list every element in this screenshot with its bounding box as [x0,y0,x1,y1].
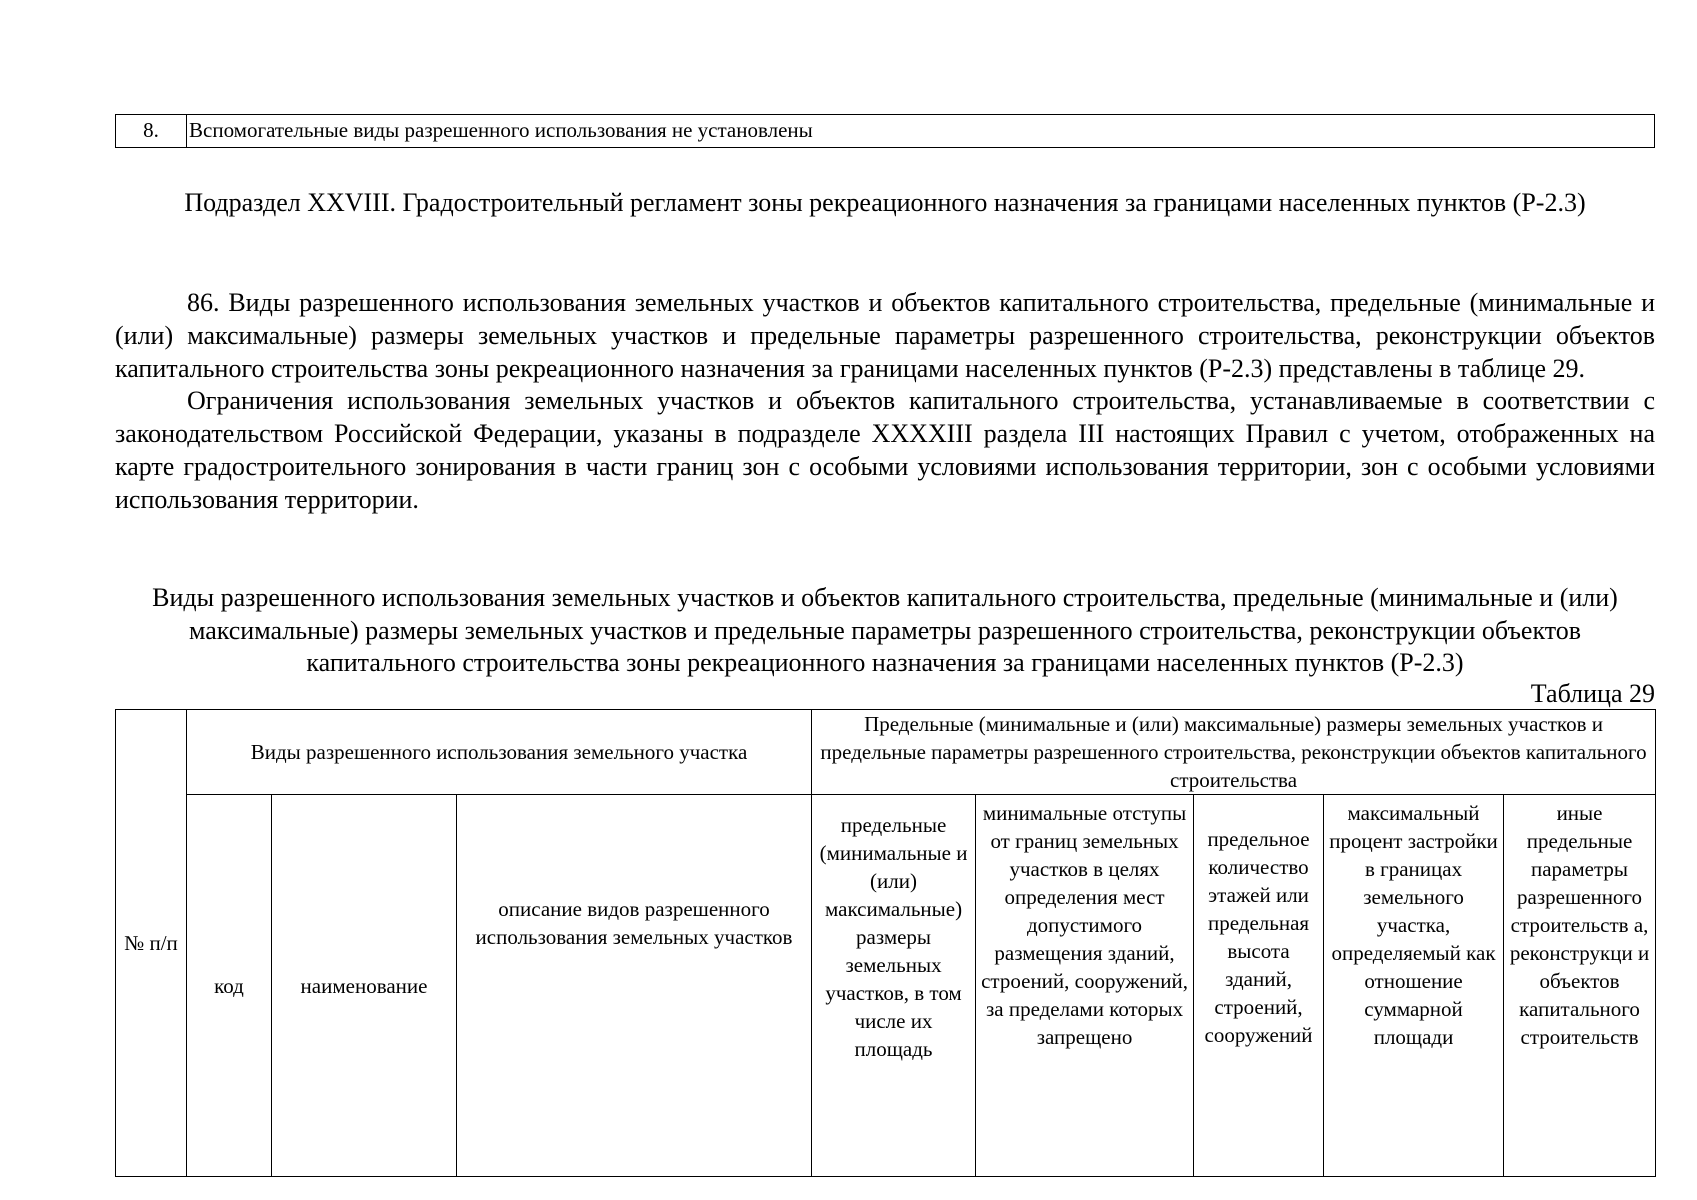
subsection-title: Подраздел XXVIII. Градостроительный регламент зоны рекреационного назначения за границами населенных пунктов (Р-2.3) [184,188,1586,217]
row-number: 8. [116,115,187,148]
header-use-group: Виды разрешенного использования земельного участка [187,710,812,795]
header-setback: минимальные отступы от границ земельных участков в целях определения мест допустимого размещения зданий, строений, сооружений, за пределами которых запрещено [976,795,1194,1177]
body-text [115,287,1655,517]
document-page [115,0,1655,1200]
table-title: Виды разрешенного использования земельных участков и объектов капитального строительства, предельные (минимальные и (или) максимальные) размеры земельных участков и предельные параметры разрешенного строительства, реконструкции объектов капитального строительства зоны рекреационного назначения за границами населенных пунктов (Р-2.3) [152,583,1618,677]
top-table [115,114,1655,148]
table-subheader-row [116,795,1656,1177]
header-other-params: иные предельные параметры разрешенного строительств а, реконструкци и объектов капитального строительств [1504,795,1656,1177]
header-plot-size: предельные (минимальные и (или) максимальные) размеры земельных участков, в том числе их площадь [812,795,976,1177]
header-limits-group: Предельные (минимальные и (или) максимальные) размеры земельных участков и предельные параметры разрешенного строительства, реконструкции объектов капитального строительства [812,710,1656,795]
header-description: описание видов разрешенного использования земельных участков [457,795,812,1177]
header-build-percent: максимальный процент застройки в границах земельного участка, определяемый как отношение суммарной площади [1324,795,1504,1177]
header-code: код [187,795,272,1177]
paragraph: 86. Виды разрешенного использования земельных участков и объектов капитального строительства, предельные (минимальные и (или) максимальные) размеры земельных участков и предельные параметры разрешенного строительства, реконструкции объектов капитального строительства зоны рекреационного назначения за границами населенных пунктов (Р-2.3) представлены в таблице 29. [115,288,1655,383]
header-name: наименование [272,795,457,1177]
row-text: Вспомогательные виды разрешенного использования не установлены [187,115,1655,148]
paragraph: Ограничения использования земельных участков и объектов капитального строительства, устанавливаемые в соответствии с законодательством Российской Федерации, указаны в подразделе XXXXIII раздела III настоящих Правил с учетом, отображенных на карте градостроительного зонирования в части границ зон с особыми условиями использования территории, зон с особыми условиями использования территории. [115,386,1655,514]
header-floors: предельное количество этажей или предельная высота зданий, строений, сооружений [1194,795,1324,1177]
table-header-row [116,710,1656,795]
table-row [116,115,1655,148]
table-label: Таблица 29 [1530,679,1655,708]
zoning-table [115,709,1656,1177]
header-number: № п/п [116,710,187,1177]
